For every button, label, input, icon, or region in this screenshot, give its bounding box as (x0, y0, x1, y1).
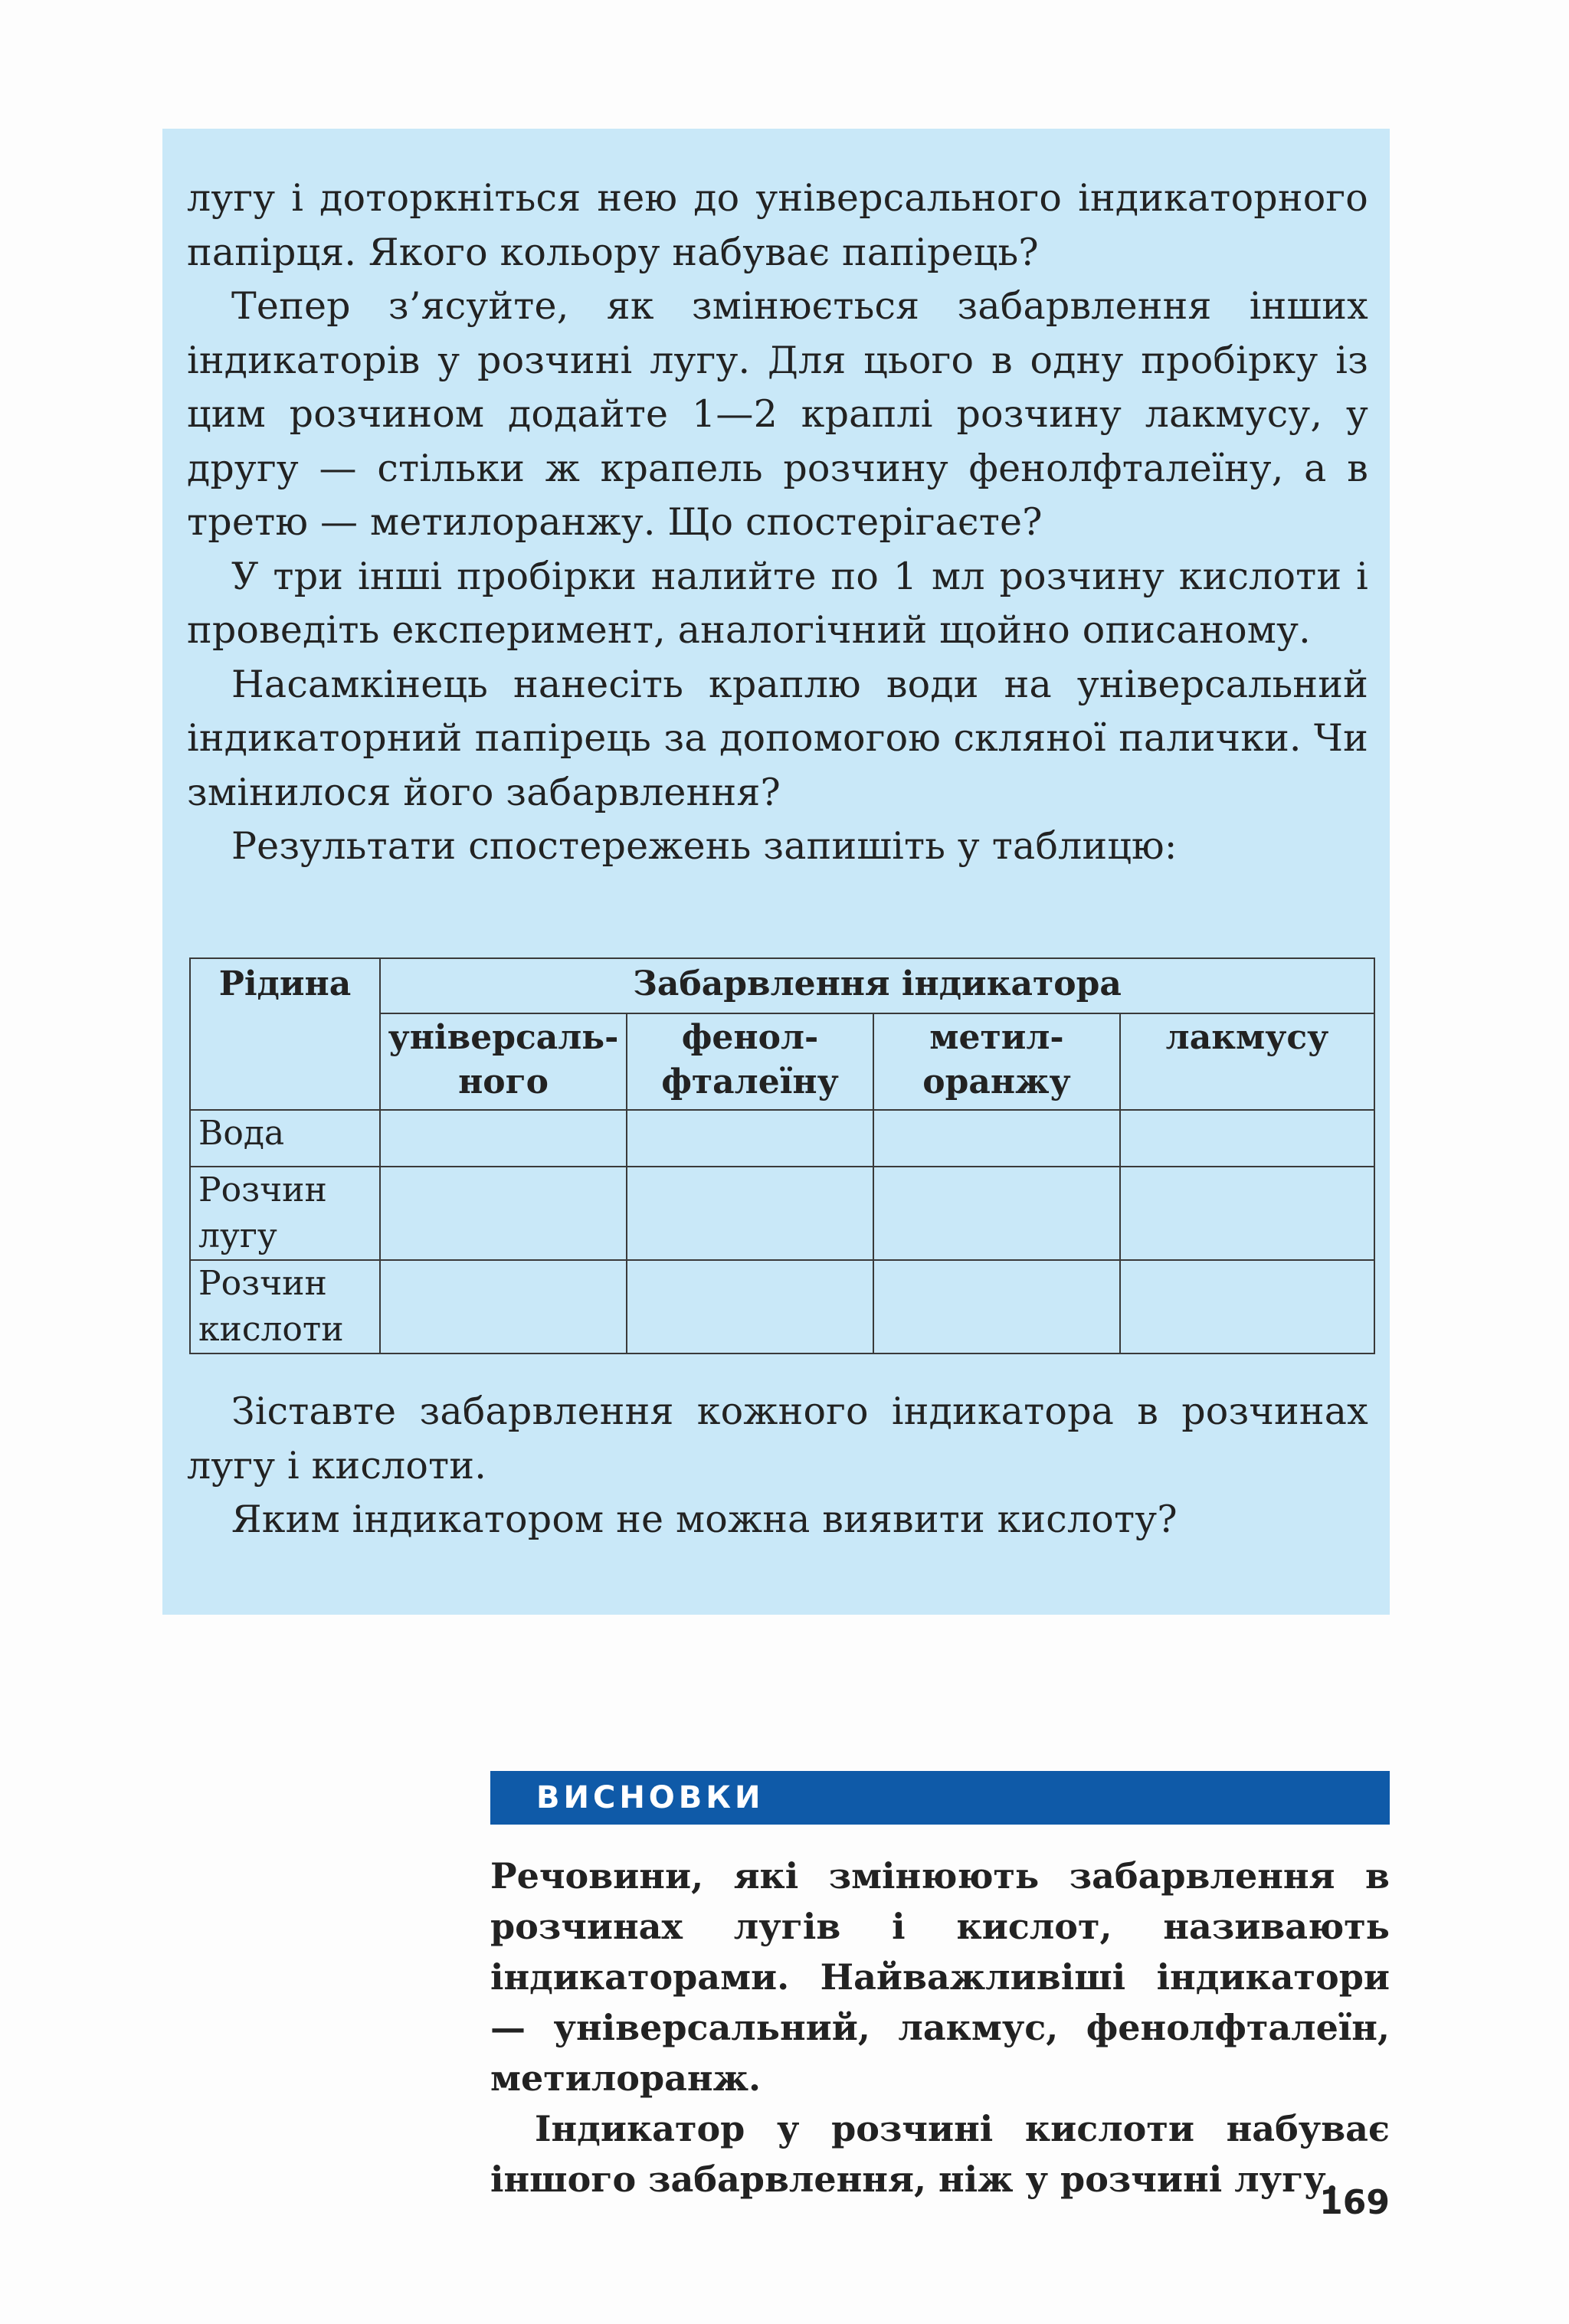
conclusions-title: ВИСНОВКИ (490, 1771, 1390, 1825)
paragraph-3: У три інші пробірки налийте по 1 мл розчину кислоти і проведіть експеримент, аналогічний щойно описаному. (187, 554, 1368, 652)
table-cell (627, 1167, 873, 1260)
table-cell (627, 1110, 873, 1167)
conclusion-1: Речовини, які змінюють забарвлення в розчинах лугів і кислот, називають індикаторами. Найважливіші індикатори — універсальний, лакмус, фенолфталеїн, метилоранж. (490, 1855, 1390, 2099)
conclusions-text (490, 1851, 1390, 2205)
row-label-alkali: Розчин лугу (190, 1167, 380, 1260)
table-cell (380, 1167, 627, 1260)
header-indicator-color: Забарвлення індикатора (380, 958, 1374, 1013)
table-cell (1120, 1260, 1374, 1353)
paragraph-5: Результати спостережень запишіть у таблицю: (231, 824, 1178, 868)
results-table (189, 957, 1375, 1354)
page-number: 169 (1319, 2183, 1390, 2222)
paragraph-2: Тепер з’ясуйте, як змінюється забарвлення інших індикаторів у розчині лугу. Для цього в одну пробірку із цим розчином додайте 1—2 краплі розчину лакмусу, у другу — стільки ж крапель розчину фенолфталеїну, а в третю — метилоранжу. Що спостерігаєте? (187, 284, 1368, 544)
header-phenolphthalein: фенол- фталеїну (627, 1013, 873, 1110)
row-label-water: Вода (190, 1110, 380, 1167)
table-row (190, 1167, 1374, 1260)
table-cell (873, 1167, 1120, 1260)
table-cell (873, 1110, 1120, 1167)
paragraph-1: лугу і доторкніться нею до універсального індикаторного папірця. Якого кольору набуває папірець? (187, 176, 1368, 274)
paragraph-compare: Зіставте забарвлення кожного індикатора в розчинах лугу і кислоти. (187, 1389, 1368, 1488)
experiment-box (162, 129, 1390, 1615)
paragraph-question: Яким індикатором не можна виявити кислоту? (231, 1498, 1178, 1541)
paragraph-4: Насамкінець нанесіть краплю води на універсальний індикаторний папірець за допомогою скляної палички. Чи змінилося його забарвлення? (187, 662, 1368, 814)
table-cell (873, 1260, 1120, 1353)
conclusion-2: Індикатор у розчині кислоти набуває іншого забарвлення, ніж у розчині лугу. (490, 2108, 1390, 2200)
table-cell (380, 1260, 627, 1353)
table-row (190, 1110, 1374, 1167)
table-cell (627, 1260, 873, 1353)
table-cell (380, 1110, 627, 1167)
header-universal: універсаль- ного (380, 1013, 627, 1110)
table-row (190, 1260, 1374, 1353)
header-litmus: лакмусу (1120, 1013, 1374, 1110)
row-label-acid: Розчин кислоти (190, 1260, 380, 1353)
table-cell (1120, 1167, 1374, 1260)
header-methyl-orange: метил- оранжу (873, 1013, 1120, 1110)
header-liquid: Рідина (190, 958, 380, 1110)
table-cell (1120, 1110, 1374, 1167)
